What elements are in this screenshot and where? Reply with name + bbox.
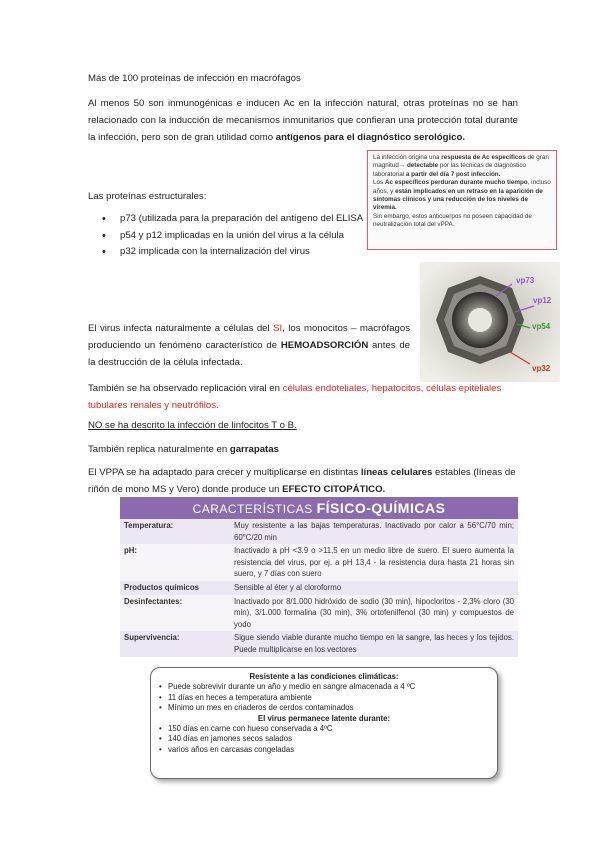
paragraph-text: Al menos 50 son inmunogénicas e inducen Ac en la infección natural, otras proteínas no se han relacionado con la inducción de mecanismos inmunitarios que confieran una protección total durante la infección, pero son de gran utilidad como [88,98,518,143]
list-item: • p54 y p12 implicadas en la unión del virus a la célula [92,228,364,245]
structural-list [92,211,364,261]
table-row: Desinfectantes: Inactivado por 8/1.000 hidróxido de sodio (30 min), hipocloritos - 2,3% cloro (30 min), 3/1.000 formalina (30 min), 3% ortofenilfenol (30 min) y compuestos de yodo [120,595,518,632]
climate-list [159,682,489,713]
section-heading: Más de 100 proteínas de infección en macrófagos [88,73,301,84]
note-line-2: Los Ac específicos perduran durante mucho tiempo, incluso años, y están implicados en un retraso en la aparición de síntomas clínicos y una reducción de los niveles de viremia. [373,179,551,212]
note-line-3: Sin embargo, estos anticuerpos no poseen capacidad de neutralización total del vPPA. [373,212,532,229]
list-item: • Mínimo un mes en criaderos de cerdos contaminados [159,703,489,713]
table-header: CARACTERÍSTICAS FÍSICO-QUÍMICAS [120,497,518,519]
paragraph-replication: También se ha observado replicación viral en células endoteliales, hepatocitos, células epiteliales tubulares renales y neutrófilos. [88,383,502,411]
climate-title: Resistente a las condiciones climáticas: [249,672,399,681]
table-body [120,519,518,657]
paragraph-ticks: También replica naturalmente en garrapatas [88,444,279,455]
climate-resistance-box [150,667,498,779]
latent-title: El virus permanece latente durante: [257,713,391,723]
table-row: Supervivencia: Sigue siendo viable durante mucho tiempo en la sangre, las heces y los tejidos. Puede multiplicarse en los vectores [120,631,518,656]
physicochemical-table [120,497,518,657]
paragraph-cell-lines: El VPPA se ha adaptado para crecer y multiplicarse en distintas líneas celulares estables (líneas de riñón de mono MS y Vero) donde produce un EFECTO CITOPÁTICO. [88,467,516,495]
label-vp32: vp32 [532,364,551,373]
list-item: • p73 (utilizada para la preparación del antígeno del ELISA [92,211,364,228]
list-item: • 140 días en jamones secos salados [159,734,489,744]
list-item: • varios años en carcasas congeladas [159,745,489,755]
note-line-1: La infección origina una respuesta de Ac específicos de gran magnitud→ detectable por las técnicas de diagnóstico laboratorial a partir del día 7 post infección. [373,154,549,178]
paragraph-antigens [88,95,518,146]
antibody-note-box [367,150,557,250]
list-item: • Puede sobrevivir durante un año y medio en sangre almacenada a 4 ºC [159,682,489,692]
paragraph-bold: antígenos para el diagnóstico serológico. [275,132,465,143]
list-item: • 11 días en heces a temperatura ambiente [159,693,489,703]
list-item: • p32 implicada con la internalización del virus [92,244,364,261]
list-item: • 150 días en carne con hueso conservada a 4ºC [159,724,489,734]
highlight-si: SI [273,323,283,334]
highlight-cells: células endoteliales, hepatocitos, células epiteliales tubulares renales y neutrófilos. [88,383,502,411]
label-vp12: vp12 [533,296,552,305]
latent-list [159,724,489,755]
paragraph-lymphocytes: NO se ha descrito la infección de linfocitos T o B. [88,420,297,431]
label-vp54: vp54 [532,322,551,331]
virus-micrograph-image [420,262,560,382]
paragraph-infection: El virus infecta naturalmente a células del SI, los monocitos – macrófagos produciendo un fenómeno característico de HEMOADSORCIÓN antes de la destrucción de la célula infectada. [88,323,410,368]
structural-title: Las proteínas estructurales: [88,191,207,202]
table-row: Temperatura: Muy resistente a las bajas temperaturas. Inactivado por calor a 56°C/70 min; 60°C/20 min [120,519,518,544]
label-vp73: vp73 [516,276,535,285]
table-row: Productos químicos Sensible al éter y al cloroformo [120,581,518,595]
table-row: pH: Inactivado a pH <3.9 o >11,5 en un medio libre de suero. El suero aumenta la resistencia del virus, por ej. a pH 13,4 - la resistencia dura hasta 21 horas sin suero, y 7 días con suero [120,544,518,581]
